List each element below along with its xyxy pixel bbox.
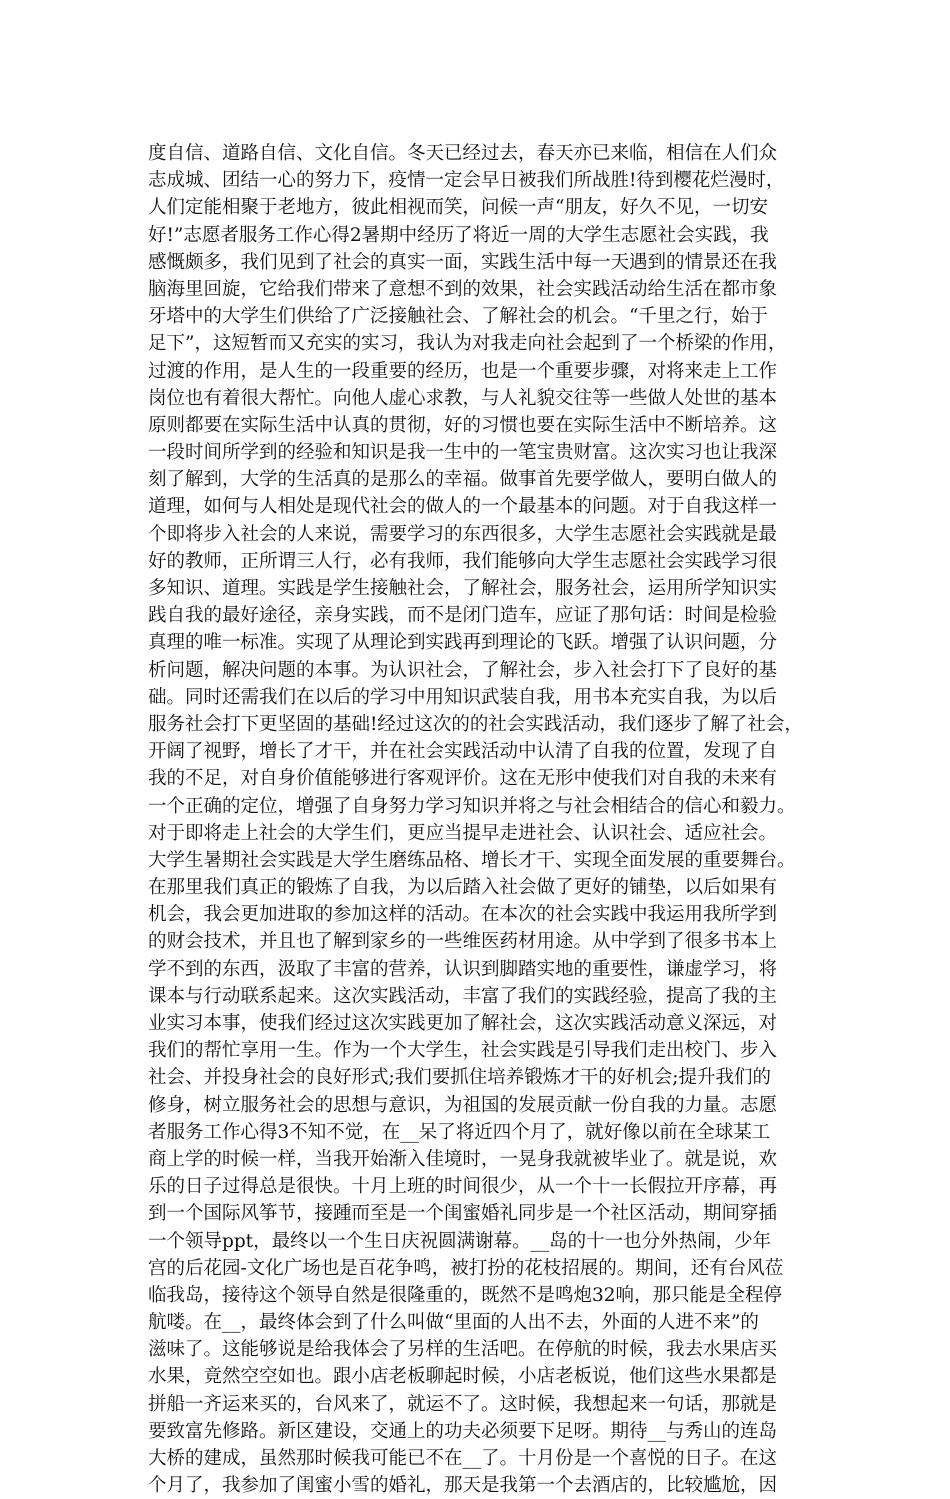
text-line: 修身，树立服务社会的思想与意识，为祖国的发展贡献一份自我的力量。志愿	[148, 1094, 778, 1116]
text-line: 个即将步入社会的人来说，需要学习的东西很多，大学生志愿社会实践就是最	[148, 523, 778, 545]
text-line: 对于即将走上社会的大学生们，更应当提早走进社会、认识社会、适应社会。	[148, 822, 778, 844]
text-line: 好的教师，正所谓三人行，必有我师，我们能够向大学生志愿社会实践学习很	[148, 550, 778, 572]
text-line: 度自信、道路自信、文化自信。冬天已经过去，春天亦已来临，相信在人们众	[148, 143, 778, 164]
text-line: 志成城、团结一心的努力下，疫情一定会早日被我们所战胜!待到樱花烂漫时，	[148, 170, 785, 192]
text-line: 我们的帮忙享用一生。作为一个大学生，社会实践是引导我们走出校门、步入	[148, 1040, 778, 1062]
text-line: 临我岛，接待这个领导自然是很隆重的，既然不是鸣炮32响，那只能是全程停	[148, 1284, 783, 1306]
text-line: 一段时间所学到的经验和知识是我一生中的一笔宝贵财富。这次实习也让我深	[148, 442, 778, 464]
text-line: 好!”志愿者服务工作心得2暑期中经历了将近一周的大学生志愿社会实践，我	[148, 224, 769, 246]
text-line: 践自我的最好途径，亲身实践，而不是闭门造车，应证了那句话：时间是检验	[148, 605, 778, 627]
text-line: 大桥的建成，虽然那时候我可能已不在__了。十月份是一个喜悦的日子。在这	[148, 1448, 778, 1469]
text-line: 大学生暑期社会实践是大学生磨练品格、增长才干、实现全面发展的重要舞台。	[148, 849, 796, 871]
text-line: 社会、并投身社会的良好形式;我们要抓住培养锻炼才干的好机会;提升我们的	[148, 1067, 771, 1089]
text-line: 我的不足，对自身价值能够进行客观评价。这在无形中使我们对自我的未来有	[148, 768, 778, 790]
text-line: 商上学的时候一样，当我开始渐入佳境时，一晃身我就被毕业了。就是说，欢	[148, 1148, 778, 1170]
text-line: 础。同时还需我们在以后的学习中用知识武装自我，用书本充实自我，为以后	[148, 686, 778, 708]
text-line: 足下”，这短暂而又充实的实习，我认为对我走向社会起到了一个桥梁的作用，	[148, 333, 787, 355]
text-line: 乐的日子过得总是很快。十月上班的时间很少，从一个十一长假拉开序幕，再	[148, 1176, 778, 1198]
text-line: 滋味了。这能够说是给我体会了另样的生活吧。在停航的时候，我去水果店买	[148, 1339, 778, 1361]
text-line: 机会，我会更加进取的参加这样的活动。在本次的社会实践中我运用我所学到	[148, 904, 778, 926]
text-line: 原则都要在实际生活中认真的贯彻，好的习惯也要在实际生活中不断培养。这	[148, 414, 778, 436]
text-line: 过渡的作用，是人生的一段重要的经历，也是一个重要步骤，对将来走上工作	[148, 360, 778, 382]
text-line: 感慨颇多，我们见到了社会的真实一面，实践生活中每一天遇到的情景还在我	[148, 251, 778, 273]
text-line: 到一个国际风筝节，接踵而至是一个闺蜜婚礼同步是一个社区活动，期间穿插	[148, 1203, 778, 1225]
text-line: 多知识、道理。实践是学生接触社会，了解社会，服务社会，运用所学知识实	[148, 578, 778, 599]
text-line: 一个正确的定位，增强了自身努力学习知识并将之与社会相结合的信心和毅力。	[148, 795, 796, 817]
text-line: 学不到的东西，汲取了丰富的营养，认识到脚踏实地的重要性，谦虚学习，将	[148, 958, 778, 980]
text-line: 航喽。在__，最终体会到了什么叫做“里面的人出不去，外面的人进不来”的	[148, 1312, 759, 1334]
text-line: 要致富先修路。新区建设，交通上的功夫必须要下足呀。期待__与秀山的连岛	[148, 1420, 778, 1442]
text-line: 宫的后花园-文化广场也是百花争鸣，被打扮的花枝招展的。期间，还有台风莅	[148, 1257, 784, 1279]
text-line: 的财会技术，并且也了解到家乡的一些维医药材用途。从中学到了很多书本上	[148, 931, 778, 953]
text-line: 拼船一齐运来买的，台风来了，就运不了。这时候，我想起来一句话，那就是	[148, 1393, 778, 1415]
text-line: 服务社会打下更坚固的基础!经过这次的的社会实践活动，我们逐步了解了社会，	[148, 713, 803, 735]
text-line: 真理的唯一标准。实现了从理论到实践再到理论的飞跃。增强了认识问题，分	[148, 632, 778, 654]
text-line: 道理，如何与人相处是现代社会的做人的一个最基本的问题。对于自我这样一	[148, 496, 778, 518]
text-line: 析问题，解决问题的本事。为认识社会，了解社会，步入社会打下了良好的基	[148, 659, 778, 681]
text-line: 在那里我们真正的锻炼了自我，为以后踏入社会做了更好的铺垫，以后如果有	[148, 877, 778, 899]
text-line: 一个领导ppt，最终以一个生日庆祝圆满谢幕。__岛的十一也分外热闹，少年	[148, 1230, 772, 1252]
text-line: 牙塔中的大学生们供给了广泛接触社会、了解社会的机会。“千里之行，始于	[148, 306, 768, 328]
body-text	[148, 140, 808, 1499]
text-line: 岗位也有着很大帮忙。向他人虚心求教，与人礼貌交往等一些做人处世的基本	[148, 387, 778, 409]
text-line: 人们定能相聚于老地方，彼此相视而笑，问候一声“朋友，好久不见，一切安	[148, 197, 768, 219]
text-line: 水果，竟然空空如也。跟小店老板聊起时候，小店老板说，他们这些水果都是	[148, 1366, 778, 1388]
text-line: 者服务工作心得3不知不觉，在__呆了将近四个月了，就好像以前在全球某工	[148, 1121, 771, 1143]
text-line: 个月了，我参加了闺蜜小雪的婚礼，那天是我第一个去酒店的，比较尴尬，因	[148, 1475, 778, 1497]
text-line: 课本与行动联系起来。这次实践活动，丰富了我们的实践经验，提高了我的主	[148, 985, 778, 1007]
text-line: 业实习本事，使我们经过这次实践更加了解社会，这次实践活动意义深远，对	[148, 1013, 778, 1034]
text-line: 开阔了视野，增长了才干，并在社会实践活动中认清了自我的位置，发现了自	[148, 741, 778, 763]
text-line: 脑海里回旋，它给我们带来了意想不到的效果，社会实践活动给生活在都市象	[148, 278, 778, 300]
text-line: 刻了解到，大学的生活真的是那么的幸福。做事首先要学做人，要明白做人的	[148, 469, 778, 491]
